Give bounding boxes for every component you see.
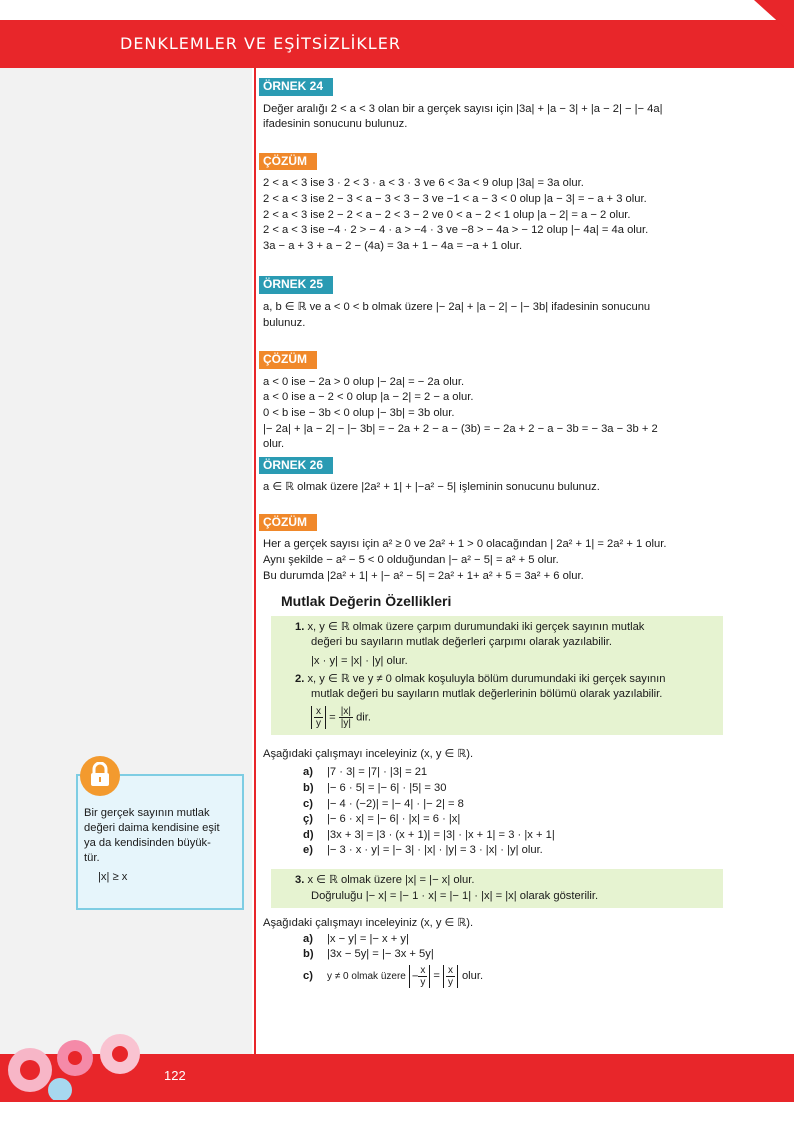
exercise-item (303, 965, 723, 988)
property-formula (295, 706, 717, 729)
property-number: 3. (295, 873, 305, 886)
example-text-line: a, b ∈ ℝ ve a < 0 < b olmak üzere |− 2a| + |a − 2| − |− 3b| ifadesinin sonucunu (263, 300, 651, 313)
formula-suffix: dir. (356, 711, 372, 724)
exercise-item (303, 797, 723, 813)
solution-line: a < 0 ise a − 2 < 0 olup |a − 2| = 2 − a olur. (263, 391, 474, 404)
abs-bars (409, 965, 431, 988)
property-text: değeri bu sayıların mutlak değerleri çarpımı olarak yazılabilir. (311, 636, 612, 649)
solution-line: olur. (263, 438, 285, 451)
item-text: |− 3 · x · y| = |− 3| · |x| · |y| = 3 · |x| · |y| olur. (327, 844, 543, 857)
solution-badge: ÇÖZÜM (259, 351, 317, 369)
property-formula: |x · y| = |x| · |y| olur. (311, 655, 408, 668)
solution-line: a < 0 ise − 2a > 0 olup |− 2a| = − 2a olur. (263, 375, 465, 388)
example-25 (263, 276, 723, 331)
equals-sign: = (433, 969, 440, 982)
lock-icon (80, 756, 120, 796)
header-corner-shape (754, 0, 794, 36)
solution-badge: ÇÖZÜM (259, 514, 317, 532)
property-number: 1. (295, 620, 305, 633)
example-badge: ÖRNEK 26 (259, 457, 333, 475)
exercise-item (303, 781, 723, 797)
property-3-box (271, 869, 723, 908)
exercise-item (303, 947, 723, 963)
property-text: mutlak değeri bu sayıların mutlak değerlerinin bölümü olarak yazılabilir. (311, 688, 663, 701)
chapter-header (0, 20, 794, 68)
fraction (314, 706, 323, 729)
exercise-intro: Aşağıdaki çalışmayı inceleyiniz (x, y ∈ ℝ). (263, 747, 474, 760)
solution-badge: ÇÖZÜM (259, 153, 317, 171)
fraction-numerator: x (316, 705, 321, 717)
solution-24 (263, 153, 723, 255)
abs-bars (311, 706, 326, 729)
fraction-denominator: y (447, 976, 453, 988)
example-26 (263, 457, 723, 496)
property-text: x ∈ ℝ olmak üzere |x| = |− x| olur. (307, 873, 475, 886)
solution-line: 2 < a < 3 ise 2 − 2 < a − 2 < 3 − 2 ve 0 < a − 2 < 1 olup |a − 2| = a − 2 olur. (263, 208, 631, 221)
property-2 (295, 672, 717, 729)
item-text: |7 · 3| = |7| · |3| = 21 (327, 766, 428, 779)
item-label: c) (303, 797, 313, 810)
note-formula: |x| ≥ x (98, 871, 128, 883)
fraction (418, 965, 427, 988)
property-text: x, y ∈ ℝ ve y ≠ 0 olmak koşuluyla bölüm durumundaki iki gerçek sayının (307, 672, 666, 685)
solution-line: Aynı şekilde − a² − 5 < 0 olduğundan |− a² − 5| = a² + 5 olur. (263, 554, 559, 567)
equals-sign: = (329, 711, 336, 724)
example-badge: ÖRNEK 24 (259, 78, 333, 96)
fraction-denominator: |y| (340, 717, 351, 729)
note-line: Bir gerçek sayının mutlak (84, 807, 210, 819)
solution-26 (263, 514, 723, 584)
item-text: |3x + 3| = |3 · (x + 1)| = |3| · |x + 1| = 3 · |x + 1| (327, 828, 555, 841)
item-label: b) (303, 948, 314, 961)
item-text: |− 6 · x| = |− 6| · |x| = 6 · |x| (327, 813, 461, 826)
exercise-intro: Aşağıdaki çalışmayı inceleyiniz (x, y ∈ ℝ). (263, 917, 474, 930)
solution-line: 0 < b ise − 3b < 0 olup |− 3b| = 3b olur. (263, 406, 455, 419)
item-label: e) (303, 844, 313, 857)
fraction-denominator: y (420, 976, 426, 988)
solution-line: Bu durumda |2a² + 1| + |− a² − 5| = 2a² + 1+ a² + 5 = 3a² + 6 olur. (263, 569, 584, 582)
item-text: olur. (461, 969, 484, 982)
solution-line: |− 2a| + |a − 2| − |− 3b| = − 2a + 2 − a − (3b) = − 2a + 2 − a − 3b = − 3a − 3b + 2 (263, 422, 658, 435)
solution-line: 3a − a + 3 + a − 2 − (4a) = 3a + 1 − 4a = −a + 1 olur. (263, 239, 523, 252)
fraction-numerator: |x| (340, 705, 351, 717)
properties-box (271, 616, 723, 735)
fraction (446, 965, 455, 988)
note-line: değeri daima kendisine eşit (84, 822, 220, 834)
example-24 (263, 78, 723, 133)
item-label: a) (303, 932, 313, 945)
fraction-denominator: y (316, 717, 321, 729)
exercise-item (303, 812, 723, 828)
item-label: b) (303, 782, 314, 794)
abs-bars (443, 965, 458, 988)
page-number: 122 (164, 1068, 186, 1083)
chapter-title: DENKLEMLER VE EŞİTSİZLİKLER (120, 34, 401, 53)
example-text-line: bulunuz. (263, 316, 306, 329)
item-text: y ≠ 0 olmak üzere (327, 970, 406, 982)
property-text: Doğruluğu |− x| = |− 1 · x| = |− 1| · |x| = |x| olarak gösterilir. (311, 889, 599, 902)
section-title: Mutlak Değerin Özellikleri (281, 593, 452, 610)
exercise-item (303, 843, 723, 859)
fraction-numerator: x (447, 964, 453, 976)
exercise-2 (263, 916, 723, 988)
item-label: c) (303, 969, 313, 982)
note-line: ya da kendisinden büyük- (84, 837, 211, 849)
solution-line: 2 < a < 3 ise 3 · 2 < 3 · a < 3 · 3 ve 6 < 3a < 9 olup |3a| = 3a olur. (263, 177, 584, 190)
example-text-line: a ∈ ℝ olmak üzere |2a² + 1| + |−a² − 5| işleminin sonucunu bulunuz. (263, 481, 600, 494)
fraction (339, 706, 353, 729)
example-text-line: ifadesinin sonucunu bulunuz. (263, 118, 408, 131)
exercise-item (303, 765, 723, 781)
solution-line: 2 < a < 3 ise −4 · 2 > − 4 · a > −4 · 3 ve −8 > − 4a > − 12 olup |− 4a| = 4a olur. (263, 224, 649, 237)
item-text: |− 6 · 5| = |− 6| · |5| = 30 (327, 782, 447, 794)
item-text: |3x − 5y| = |− 3x + 5y| (327, 948, 434, 961)
property-number: 2. (295, 672, 305, 685)
item-label: a) (303, 766, 313, 779)
property-1 (295, 620, 717, 670)
solution-line: 2 < a < 3 ise 2 − 3 < a − 3 < 3 − 3 ve −1 < a − 3 < 0 olup |a − 3| = − a + 3 olur. (263, 192, 647, 205)
exercise-item (303, 828, 723, 844)
exercise-item (303, 932, 723, 948)
property-text: x, y ∈ ℝ olmak üzere çarpım durumundaki iki gerçek sayının mutlak (307, 620, 645, 633)
exercise-1 (263, 747, 723, 859)
minus-sign: − (411, 970, 419, 983)
solution-line: Her a gerçek sayısı için a² ≥ 0 ve 2a² + 1 > 0 olacağından | 2a² + 1| = 2a² + 1 olur. (263, 538, 667, 551)
item-text: |x − y| = |− x + y| (327, 932, 409, 945)
item-text: |− 4 · (−2)| = |− 4| · |− 2| = 8 (327, 797, 464, 810)
fraction-numerator: x (420, 964, 426, 976)
example-text-line: Değer aralığı 2 < a < 3 olan bir a gerçek sayısı için |3a| + |a − 3| + |a − 2| − |− 4a| (263, 102, 663, 115)
item-label: d) (303, 828, 314, 841)
solution-25 (263, 351, 723, 453)
note-line: tür. (84, 852, 100, 864)
gears-icon (0, 1030, 160, 1100)
main-content (263, 74, 723, 988)
example-badge: ÖRNEK 25 (259, 276, 333, 294)
margin-divider (254, 68, 256, 1054)
item-label: ç) (303, 813, 313, 826)
